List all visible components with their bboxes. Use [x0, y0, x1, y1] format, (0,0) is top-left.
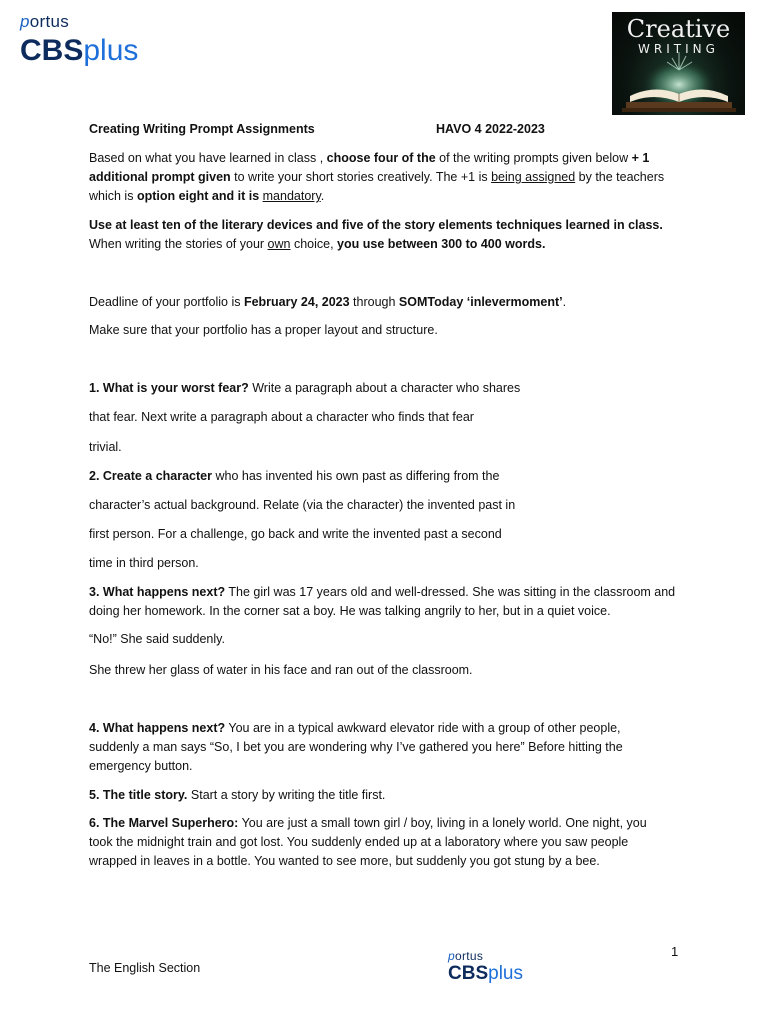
devices-instruction: Use at least ten of the literary devices and five of the story elements techniques learned in class.: [89, 218, 663, 232]
creative-title-text: Creative: [626, 15, 731, 43]
portus-cbsplus-logo: [20, 12, 160, 68]
footer-section-label: The English Section: [89, 961, 201, 975]
prompt-2-line-3: first person. For a challenge, go back and write the invented past a second: [89, 527, 502, 541]
prompt-4-line-1: 4. What happens next? You are in a typical awkward elevator ride with a group of other people,: [89, 721, 621, 735]
prompt-4-line-3: emergency button.: [89, 759, 193, 773]
prompt-1-line-3: trivial.: [89, 440, 122, 454]
prompt-3-quote: “No!” She said suddenly.: [89, 632, 225, 646]
layout-instruction: Make sure that your portfolio has a proper layout and structure.: [89, 323, 438, 337]
prompt-2-line-1: 2. Create a character who has invented his own past as differing from the: [89, 469, 500, 483]
creative-writing-image: [612, 12, 745, 115]
prompt-6-line-2: took the midnight train and got lost. You suddenly ended up at a laboratory where you saw people: [89, 835, 629, 849]
footer-portus-wordmark: portus: [448, 949, 484, 963]
class-year: HAVO 4 2022-2023: [436, 122, 545, 136]
prompt-3-line-4: She threw her glass of water in his face and ran out of the classroom.: [89, 663, 473, 677]
writing-title-text: WRITING: [638, 42, 719, 56]
prompt-3-line-2: doing her homework. In the corner sat a boy. He was talking angrily to her, but in a quiet voice.: [89, 604, 611, 618]
footer-portus-cbsplus-logo: [448, 949, 558, 985]
prompt-5-line-1: 5. The title story. Start a story by writing the title first.: [89, 788, 386, 802]
intro-paragraph: Based on what you have learned in class , choose four of the of the writing prompts given below + 1 additional prompt given to write your short stories creatively. The +1 is being assigned by the teachers which is option eight and it is mandatory.: [89, 151, 665, 203]
prompt-1-line-1: 1. What is your worst fear? Write a paragraph about a character who shares: [89, 381, 521, 395]
prompt-4-line-2: suddenly a man says “So, I bet you are wondering why I’ve gathered you here” Before hitting the: [89, 740, 623, 754]
prompt-6-line-1: 6. The Marvel Superhero: You are just a small town girl / boy, living in a lonely world. One night, you: [89, 816, 647, 830]
prompt-1-line-2: that fear. Next write a paragraph about a character who finds that fear: [89, 410, 474, 424]
prompt-2-line-2: character’s actual background. Relate (via the character) the invented past in: [89, 498, 516, 512]
cbsplus-wordmark: CBSplus: [20, 34, 139, 67]
portus-wordmark: portus: [20, 12, 70, 31]
assignment-title: Creating Writing Prompt Assignments: [89, 122, 315, 136]
word-count-instruction: When writing the stories of your own choice, you use between 300 to 400 words.: [89, 237, 546, 251]
prompt-3-line-1: 3. What happens next? The girl was 17 years old and well-dressed. She was sitting in the classroom and: [89, 585, 676, 599]
page-number: 1: [671, 944, 679, 959]
footer-cbsplus-wordmark: CBSplus: [448, 963, 523, 984]
prompt-2-line-4: time in third person.: [89, 556, 199, 570]
prompt-6-line-3: wrapped in leaves in a bottle. You wanted to see more, but suddenly you got stung by a bee.: [89, 854, 600, 868]
deadline-line: Deadline of your portfolio is February 24, 2023 through SOMToday ‘inlevermoment’.: [89, 295, 567, 309]
